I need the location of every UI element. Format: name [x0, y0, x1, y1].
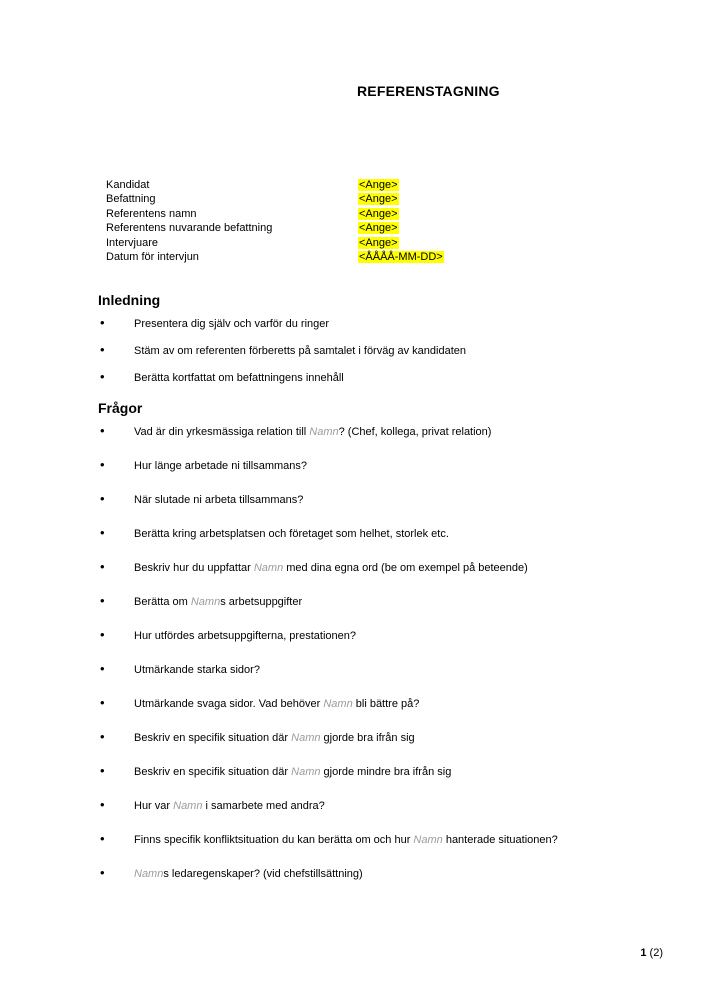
text-run: s arbetsuppgifter: [220, 596, 303, 608]
text-run: Beskriv hur du uppfattar: [134, 562, 254, 574]
form-field-value-placeholder[interactable]: <Ange>: [359, 207, 398, 220]
bullet-item: [98, 867, 663, 881]
name-placeholder: Namn: [190, 596, 221, 608]
name-placeholder: Namn: [134, 868, 164, 880]
bullet-item: [98, 629, 663, 643]
text-run: gjorde mindre bra ifrån sig: [320, 766, 452, 778]
bullet-item: [98, 765, 663, 779]
name-placeholder: Namn: [173, 800, 203, 812]
text-run: Utmärkande starka sidor?: [134, 664, 260, 676]
text-run: gjorde bra ifrån sig: [320, 732, 415, 744]
form-field-value-placeholder[interactable]: <Ange>: [359, 193, 398, 206]
bullet-item: [98, 731, 663, 745]
form-row: [106, 192, 444, 206]
text-run: Hur länge arbetade ni tillsammans?: [134, 460, 308, 472]
bullet-item: [98, 317, 663, 331]
form-field-value-placeholder[interactable]: <Ange>: [359, 236, 398, 249]
name-placeholder: Namn: [291, 766, 321, 778]
bullet-item: [98, 561, 663, 575]
section-fragor: [98, 399, 663, 901]
bullet-item: [98, 663, 663, 677]
bullet-item: [98, 527, 663, 541]
text-run: Finns specifik konfliktsituation du kan berätta om och hur: [134, 834, 414, 846]
bullet-item: [98, 344, 663, 358]
form-field-label: Referentens namn: [106, 207, 197, 220]
form-field-label: Datum för intervjun: [106, 251, 199, 264]
form-field-value-placeholder[interactable]: <ÅÅÅÅ-MM-DD>: [359, 251, 443, 264]
bullet-list-inledning: [98, 317, 663, 385]
text-run: Hur var: [134, 800, 174, 812]
form-row: [106, 236, 444, 250]
text-run: Berätta om: [134, 596, 191, 608]
text-run: Utmärkande svaga sidor. Vad behöver: [134, 698, 324, 710]
text-run: i samarbete med andra?: [202, 800, 325, 812]
document-title: REFERENSTAGNING: [357, 83, 500, 99]
text-run: Berätta kortfattat om befattningens innehåll: [134, 372, 344, 384]
text-run: ? (Chef, kollega, privat relation): [338, 426, 492, 438]
bullet-item: [98, 595, 663, 609]
section-heading-fragor: Frågor: [98, 400, 143, 416]
text-run: Hur utfördes arbetsuppgifterna, prestationen?: [134, 630, 356, 642]
name-placeholder: Namn: [291, 732, 321, 744]
bullet-item: [98, 833, 663, 847]
bullet-list-fragor: [98, 425, 663, 881]
text-run: Vad är din yrkesmässiga relation till: [134, 426, 310, 438]
form-field-label: Intervjuare: [106, 236, 158, 249]
text-run: När slutade ni arbeta tillsammans?: [134, 494, 304, 506]
form-row: [106, 221, 444, 235]
section-inledning: [98, 291, 663, 398]
bullet-item: [98, 493, 663, 507]
form-field-value-placeholder[interactable]: <Ange>: [359, 222, 398, 235]
form-field-value-placeholder[interactable]: <Ange>: [359, 179, 398, 191]
text-run: med dina egna ord (be om exempel på beteende): [283, 562, 528, 574]
bullet-item: [98, 697, 663, 711]
form-field-label: Befattning: [106, 193, 156, 206]
text-run: Presentera dig själv och varför du ringer: [134, 318, 330, 330]
bullet-item: [98, 459, 663, 473]
text-run: s ledaregenskaper? (vid chefstillsättning): [163, 868, 363, 880]
text-run: Beskriv en specifik situation där: [134, 766, 292, 778]
form-field-label: Kandidat: [106, 179, 150, 191]
form-field-label: Referentens nuvarande befattning: [106, 222, 273, 235]
text-run: hanterade situationen?: [442, 834, 558, 846]
text-run: Stäm av om referenten förberetts på samtalet i förväg av kandidaten: [134, 345, 467, 357]
candidate-info-form: [106, 178, 444, 264]
text-run: Beskriv en specifik situation där: [134, 732, 292, 744]
bullet-item: [98, 425, 663, 439]
form-row: [106, 207, 444, 221]
bullet-item: [98, 371, 663, 385]
page-number-current: 1: [640, 947, 647, 959]
name-placeholder: Namn: [323, 698, 353, 710]
form-row: [106, 250, 444, 264]
bullet-item: [98, 799, 663, 813]
page-number-total: (2): [649, 947, 663, 959]
name-placeholder: Namn: [309, 426, 339, 438]
name-placeholder: Namn: [253, 562, 284, 574]
section-heading-inledning: Inledning: [98, 292, 161, 308]
form-row: [106, 178, 444, 192]
page-number: [640, 946, 663, 960]
name-placeholder: Namn: [413, 834, 443, 846]
text-run: bli bättre på?: [352, 698, 420, 710]
text-run: Berätta kring arbetsplatsen och företaget som helhet, storlek etc.: [134, 528, 449, 540]
